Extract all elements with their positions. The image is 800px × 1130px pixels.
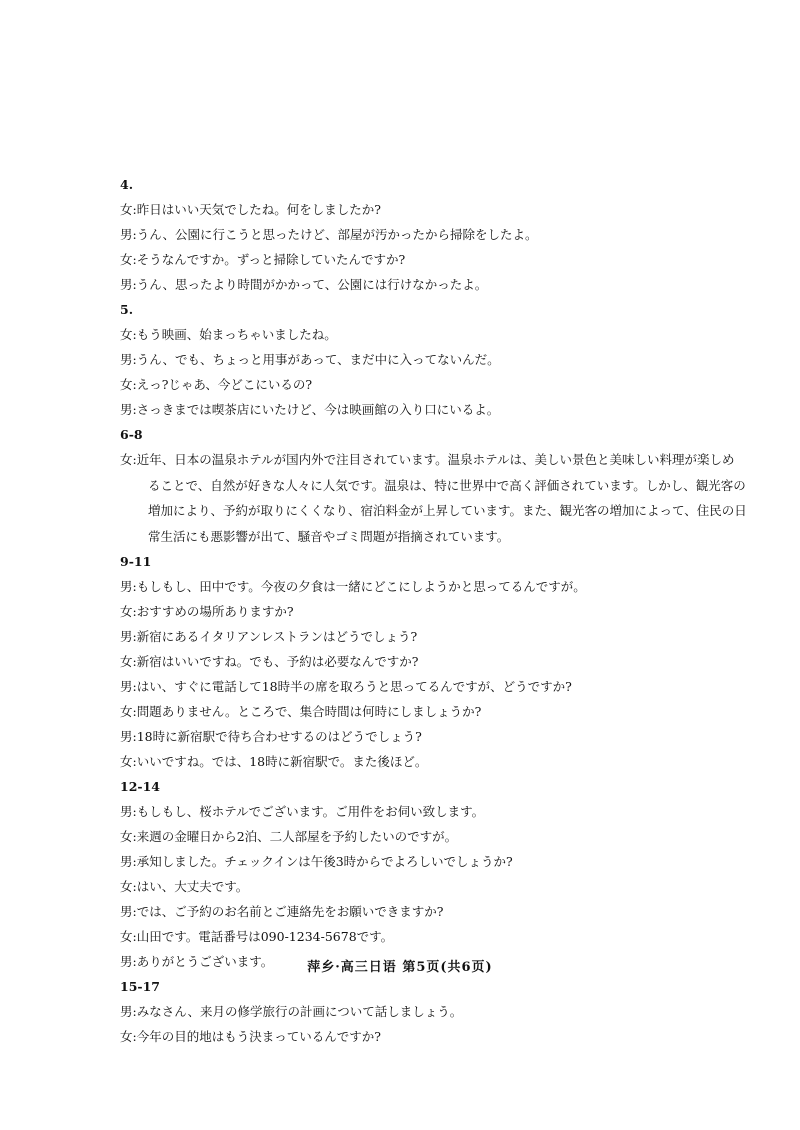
section-number: 9-11	[120, 553, 152, 569]
dialogue-line: 女:そうなんですか。ずっと掃除していたんですか?	[120, 251, 406, 267]
dialogue-line: 男:18時に新宿駅で待ち合わせするのはどうでしょう?	[120, 728, 422, 744]
section-number: 4.	[120, 176, 134, 192]
dialogue-line: 女:もう映画、始まっちゃいましたね。	[120, 326, 337, 342]
dialogue-line: 女:はい、大丈夫です。	[120, 878, 249, 894]
page-footer: 萍乡·高三日语 第5页(共6页)	[307, 960, 493, 975]
section-number: 6-8	[120, 426, 143, 442]
dialogue-line: 男:もしもし、田中です。今夜の夕食は一緒にどこにしようかと思ってるんですが。	[120, 578, 586, 594]
dialogue-line: 女:昨日はいい天気でしたね。何をしましたか?	[120, 201, 381, 217]
dialogue-line: 男:うん、公園に行こうと思ったけど、部屋が汚かったから掃除をしたよ。	[120, 226, 538, 242]
dialogue-line: 女:おすすめの場所ありますか?	[120, 603, 294, 619]
dialogue-line: 女:新宿はいいですね。でも、予約は必要なんですか?	[120, 653, 419, 669]
dialogue-line: 男:では、ご予約のお名前とご連絡先をお願いできますか?	[120, 903, 444, 919]
dialogue-line: 女:山田です。電話番号は090-1234-5678です。	[120, 928, 394, 944]
dialogue-line: 男:もしもし、桜ホテルでございます。ご用件をお伺い致します。	[120, 803, 485, 819]
dialogue-line: 男:はい、すぐに電話して18時半の席を取ろうと思ってるんですが、どうですか?	[120, 678, 572, 694]
dialogue-line: 女:問題ありません。ところで、集合時間は何時にしましょうか?	[120, 703, 482, 719]
paragraph-line: ることで、自然が好きな人々に人気です。温泉は、特に世界中で高く評価されています。しかし、観光客の	[148, 477, 746, 493]
dialogue-line: 男:ありがとうございます。	[120, 953, 274, 969]
section-number: 15-17	[120, 978, 160, 994]
dialogue-line: 女:来週の金曜日から2泊、二人部屋を予約したいのですが。	[120, 828, 458, 844]
dialogue-line: 女:えっ?じゃあ、今どこにいるの?	[120, 376, 313, 392]
paragraph-line: 増加により、予約が取りにくくなり、宿泊料金が上昇しています。また、観光客の増加によって、住民の日	[148, 503, 747, 519]
transcript-page	[120, 172, 747, 1049]
dialogue-line: 男:承知しました。チェックインは午後3時からでよろしいでしょうか?	[120, 853, 513, 869]
section-number: 5.	[120, 301, 134, 317]
dialogue-line: 男:新宿にあるイタリアンレストランはどうでしょう?	[120, 628, 418, 644]
section-number: 12-14	[120, 778, 160, 794]
dialogue-line: 男:さっきまでは喫茶店にいたけど、今は映画館の入り口にいるよ。	[120, 401, 500, 417]
dialogue-line: 男:うん、思ったより時間がかかって、公園には行けなかったよ。	[120, 276, 488, 292]
dialogue-line: 女:いいですね。では、18時に新宿駅で。また後ほど。	[120, 753, 428, 769]
paragraph-line: 常生活にも悪影響が出て、騒音やゴミ問題が指摘されています。	[148, 528, 510, 544]
dialogue-line: 女:今年の目的地はもう決まっているんですか?	[120, 1028, 381, 1044]
monologue-paragraph	[120, 447, 747, 549]
dialogue-line: 男:うん、でも、ちょっと用事があって、まだ中に入ってないんだ。	[120, 351, 500, 367]
dialogue-line: 男:みなさん、来月の修学旅行の計画について話しましょう。	[120, 1003, 463, 1019]
paragraph-line: 女:近年、日本の温泉ホテルが国内外で注目されています。温泉ホテルは、美しい景色と美味しい料理が楽しめ	[120, 452, 735, 467]
